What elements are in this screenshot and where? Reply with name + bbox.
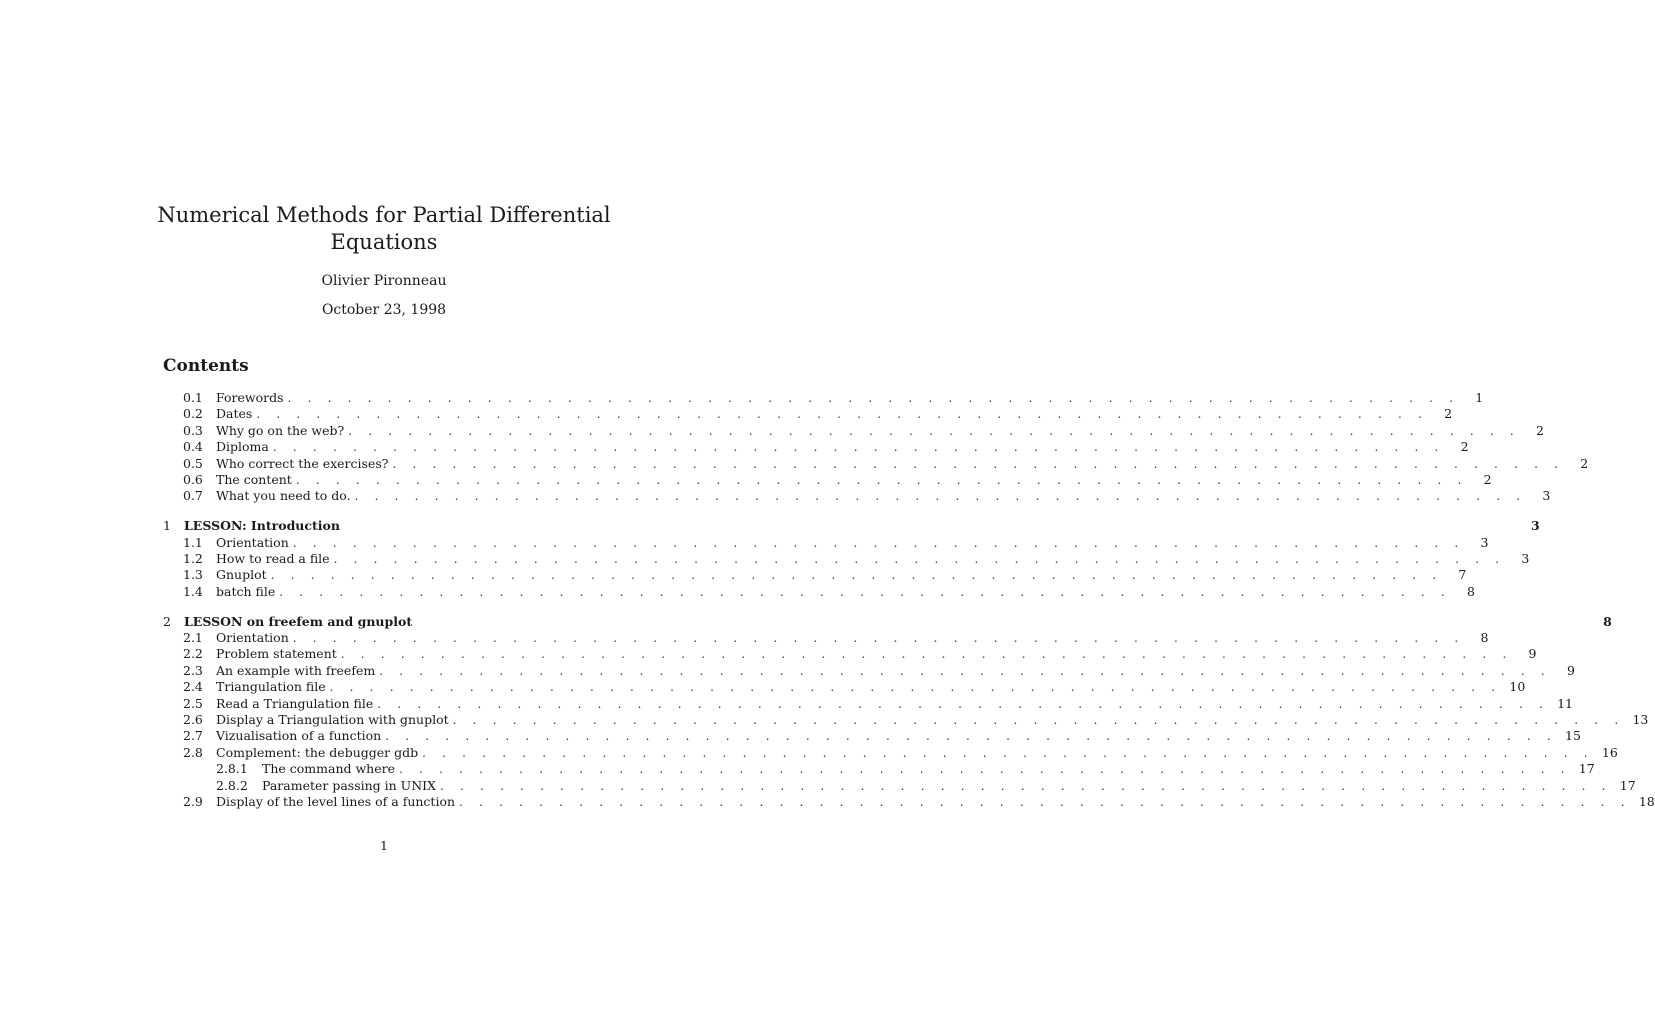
toc-entry-row [163, 662, 1575, 679]
toc-entry-row [163, 534, 1489, 551]
toc-dot-leader: . . . . . . . . . . . . . . . . . . . . . . . . . . . . . . . . . . . . . . . . . . . . . . . . . . . . . . . . . . . [399, 762, 1571, 777]
toc-entry-number: 2 [163, 613, 171, 629]
toc-entry-page: 1 [1475, 390, 1484, 405]
toc-entry-row [163, 439, 1469, 455]
toc-entry-label: What you need to do. [216, 488, 351, 504]
toc-dot-leader: . . . . . . . . . . . . . . . . . . . . . . . . . . . . . . . . . . . . . . . . . . . . . . . . . . . . . . . . . . . [340, 647, 1513, 662]
toc-dot-leader: . . . . . . . . . . . . . . . . . . . . . . . . . . . . . . . . . . . . . . . . . . . . . . . . . . . . . . . . . . . [379, 663, 1551, 678]
toc-entry-row [163, 455, 1589, 472]
toc-entry-page: 2 [1444, 406, 1453, 422]
toc-entry-page: 2 [1535, 422, 1544, 438]
toc-entry-number: 2.6 [183, 712, 203, 728]
author: Olivier Pironneau [321, 273, 447, 289]
toc-entry-number: 2.7 [183, 728, 203, 744]
contents-heading: Contents [163, 356, 249, 376]
toc-entry-page: 3 [1530, 518, 1540, 534]
toc-entry-page: 17 [1578, 761, 1595, 777]
toc-entry-label: How to read a file [216, 551, 330, 567]
toc-dot-leader: . . . . . . . . . . . . . . . . . . . . . . . . . . . . . . . . . . . . . . . . . . . . . . . . . . . . . . . . . . . [287, 391, 1460, 405]
toc-entry-number: 2.4 [183, 679, 203, 695]
toc-entry-label: Dates [216, 406, 253, 422]
toc-section-row [163, 613, 1612, 630]
toc-entry-page: 7 [1458, 567, 1467, 583]
toc-entry-row [163, 646, 1537, 662]
toc-entry-number: 0.3 [183, 422, 203, 438]
toc-entry-number: 2.1 [183, 630, 203, 646]
toc-entry-page: 8 [1480, 630, 1489, 646]
toc-entry-label: Orientation [216, 630, 289, 646]
toc-entry-number: 2.2 [183, 646, 203, 662]
toc-entry-label: Forewords [216, 390, 284, 405]
toc-entry-row [163, 630, 1489, 646]
toc-entry-number: 1.4 [183, 583, 203, 599]
toc-entry-page: 17 [1619, 777, 1636, 793]
toc-dot-leader: . . . . . . . . . . . . . . . . . . . . . . . . . . . . . . . . . . . . . . . . . . . . . . . . . . . . . . . . . . . [329, 680, 1502, 695]
toc-dot-leader: . . . . . . . . . . . . . . . . . . . . . . . . . . . . . . . . . . . . . . . . . . . . . . . . . . . . . . . . . . . [295, 472, 1468, 487]
toc-entry-page: 9 [1528, 646, 1537, 662]
toc-entry-page: 3 [1521, 551, 1530, 567]
toc-entry-number: 0.4 [183, 439, 203, 455]
toc-entry-page: 18 [1638, 793, 1655, 809]
toc-entry-row [163, 728, 1581, 744]
toc-entry-number: 0.1 [183, 390, 203, 405]
toc-dot-leader: . . . . . . . . . . . . . . . . . . . . . . . . . . . . . . . . . . . . . . . . . . . . . . . . . . . . . . . . . . . [392, 456, 1565, 471]
toc-entry-number: 2.3 [183, 662, 203, 678]
toc-entry-label: Triangulation file [216, 679, 326, 695]
toc-entry-number: 2.8.1 [216, 761, 248, 777]
toc-dot-leader: . . . . . . . . . . . . . . . . . . . . . . . . . . . . . . . . . . . . . . . . . . . . . . . . . . . . . . . . . . . [440, 778, 1612, 793]
toc-entry-number: 2.8 [183, 744, 203, 760]
toc-entry-number: 1.2 [183, 551, 203, 567]
toc-dot-leader: . . . . . . . . . . . . . . . . . . . . . . . . . . . . . . . . . . . . . . . . . . . . . . . . . . . . . . . . . . . [333, 552, 1506, 567]
toc-entry-number: 1 [163, 518, 171, 534]
toc-dot-leader: . . . . . . . . . . . . . . . . . . . . . . . . . . . . . . . . . . . . . . . . . . . . . . . . . . . . . . . . . . . [292, 535, 1465, 550]
toc-dot-leader: . . . . . . . . . . . . . . . . . . . . . . . . . . . . . . . . . . . . . . . . . . . . . . . . . . . . . . . . . . . [452, 713, 1625, 728]
toc-entry-label: Display of the level lines of a function [216, 793, 456, 809]
toc-entry-page: 11 [1557, 695, 1573, 711]
toc-entry-row [163, 406, 1453, 422]
toc-entry-row [163, 679, 1526, 695]
toc-dot-leader: . . . . . . . . . . . . . . . . . . . . . . . . . . . . . . . . . . . . . . . . . . . . . . . . . . . . . . . . . . . [422, 745, 1594, 760]
toc-dot-leader: . . . . . . . . . . . . . . . . . . . . . . . . . . . . . . . . . . . . . . . . . . . . . . . . . . . . . . . . . . . [385, 729, 1557, 744]
toc-entry-label: Orientation [216, 534, 289, 550]
toc-entry-number: 1.3 [183, 567, 203, 583]
toc-entry-label: Display a Triangulation with gnuplot [216, 712, 449, 728]
toc-entry-label: Parameter passing in UNIX [262, 777, 436, 793]
toc-entry-row [163, 695, 1573, 712]
toc-entry-row [163, 471, 1492, 488]
page-number: 1 [380, 838, 388, 853]
toc-dot-leader: . . . . . . . . . . . . . . . . . . . . . . . . . . . . . . . . . . . . . . . . . . . . . . . . . . . . . . . . . . . [279, 584, 1451, 599]
toc-entry-label: Vizualisation of a function [216, 728, 382, 744]
toc-entry-number: 0.2 [183, 406, 203, 422]
toc-entry-label: Who correct the exercises? [216, 455, 389, 471]
toc-entry-page: 2 [1483, 471, 1492, 487]
toc-entry-row [163, 712, 1649, 728]
toc-entry-row [163, 422, 1544, 439]
toc-entry-row [163, 488, 1551, 504]
toc-entry-number: 2.9 [183, 793, 203, 809]
toc-entry-page: 16 [1601, 744, 1618, 760]
toc-entry-page: 8 [1603, 613, 1612, 629]
toc-section-row [163, 518, 1540, 534]
toc-entry-row [163, 583, 1475, 600]
toc-entry-row [163, 551, 1530, 567]
toc-entry-label: Diploma [216, 439, 269, 455]
toc-dot-leader: . . . . . . . . . . . . . . . . . . . . . . . . . . . . . . . . . . . . . . . . . . . . . . . . . . . . . . . . . . . [348, 423, 1520, 438]
toc-dot-leader: . . . . . . . . . . . . . . . . . . . . . . . . . . . . . . . . . . . . . . . . . . . . . . . . . . . . . . . . . . . [354, 489, 1527, 504]
date: October 23, 1998 [321, 302, 447, 318]
toc-entry-number: 0.7 [183, 488, 203, 504]
toc-entry-label: batch file [216, 583, 276, 599]
toc-dot-leader: . . . . . . . . . . . . . . . . . . . . . . . . . . . . . . . . . . . . . . . . . . . . . . . . . . . . . . . . . . . [256, 407, 1429, 422]
toc-entry-row [163, 793, 1655, 810]
toc-entry-label: An example with freefem [216, 662, 376, 678]
toc-entry-label: The content [216, 471, 292, 487]
title-line-1: Numerical Methods for Partial Differential [157, 203, 611, 227]
toc-entry-number: 0.5 [183, 455, 203, 471]
toc-entry-number: 2.5 [183, 695, 203, 711]
toc-entry-number: 0.6 [183, 471, 203, 487]
toc-entry-label: The command where [262, 761, 395, 777]
toc-entry-page: 10 [1509, 679, 1526, 695]
toc-entry-row [163, 761, 1595, 777]
toc-entry-label: Gnuplot [216, 567, 267, 583]
toc-entry-page: 9 [1566, 662, 1575, 678]
toc-entry-row [163, 390, 1484, 406]
toc-entry-page: 8 [1467, 583, 1475, 599]
toc-entry-row [163, 744, 1618, 761]
toc-entry-page: 2 [1460, 439, 1469, 455]
title-line-2: Equations [330, 230, 438, 254]
toc-entry-row [163, 777, 1636, 794]
toc-dot-leader: . . . . . . . . . . . . . . . . . . . . . . . . . . . . . . . . . . . . . . . . . . . . . . . . . . . . . . . . . . . [459, 794, 1631, 809]
toc-entry-label: LESSON on freefem and gnuplot [184, 613, 413, 629]
toc-entry-page: 13 [1632, 712, 1649, 728]
toc-dot-leader: . . . . . . . . . . . . . . . . . . . . . . . . . . . . . . . . . . . . . . . . . . . . . . . . . . . . . . . . . . . [292, 631, 1465, 646]
toc-entry-label: Why go on the web? [216, 422, 345, 438]
toc-entry-number: 2.8.2 [216, 777, 248, 793]
toc-entry-label: Problem statement [216, 646, 337, 662]
toc-entry-number: 1.1 [183, 534, 203, 550]
toc-entry-page: 2 [1580, 455, 1589, 471]
toc-entry-page: 15 [1565, 728, 1581, 744]
toc-entry-page: 3 [1480, 534, 1489, 550]
toc-dot-leader: . . . . . . . . . . . . . . . . . . . . . . . . . . . . . . . . . . . . . . . . . . . . . . . . . . . . . . . . . . . [270, 568, 1443, 583]
toc-entry-label: Read a Triangulation file [216, 695, 374, 711]
toc-dot-leader: . . . . . . . . . . . . . . . . . . . . . . . . . . . . . . . . . . . . . . . . . . . . . . . . . . . . . . . . . . . [272, 440, 1445, 455]
document-title [0, 202, 768, 256]
toc-entry-label: Complement: the debugger gdb [216, 744, 419, 760]
toc-dot-leader: . . . . . . . . . . . . . . . . . . . . . . . . . . . . . . . . . . . . . . . . . . . . . . . . . . . . . . . . . . . [377, 696, 1549, 711]
toc-entry-page: 3 [1542, 488, 1551, 504]
table-of-contents [163, 390, 1655, 810]
toc-entry-row [163, 567, 1467, 583]
toc-entry-label: LESSON: Introduction [184, 518, 340, 534]
